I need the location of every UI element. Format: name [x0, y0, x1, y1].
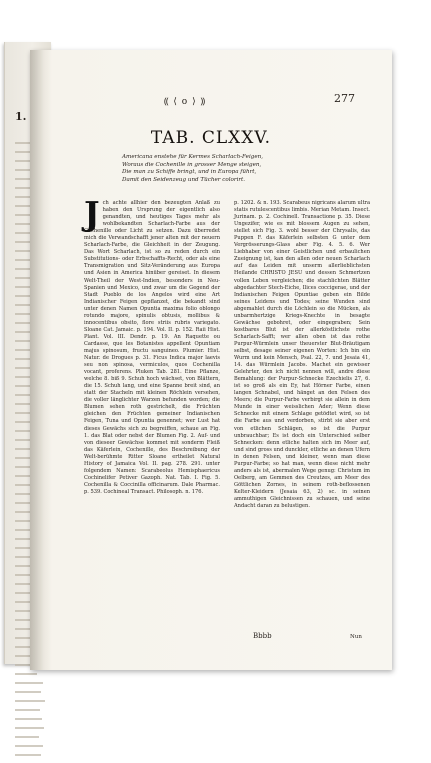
verse-caption	[122, 154, 340, 184]
left-text-column	[84, 194, 220, 496]
caption-line: Damit den Seidenzeug und Tücher colorirt.	[122, 176, 246, 183]
right-text-column	[234, 200, 370, 510]
header-ornament: ⸨ ⟨ o ⟩ ⸩	[164, 97, 207, 107]
catchword: Nun	[350, 634, 362, 640]
gutter-shadow	[30, 50, 44, 670]
caption-line: Woraus die Cochenille in grosser Menge steigen,	[122, 161, 262, 168]
drop-cap: J	[84, 194, 100, 233]
previous-page-mark: 1.	[15, 110, 27, 123]
left-column-text: ch achte allhier den bezeugten Anlaß zu haben den Ursprung der eigentlich also genandten, und heutiges Tages mehr als wohlbekandten Scharlach-Farbe aus der Cochenille oder Licht zu setzen. Dazu überredet mich die Verwandschafft jener alten mit der neuern Scharlach-Farbe, die Gleichheit in der Zeugung. Das Wort Scharlach, ist so zu reden durch ein Substitutions- oder Erbschaffts-Recht, oder als eine Transmigration und Sitz-Veränderung aus Europa und Asien in America hinüber gereiset. In diesem Welt-Theil der West-Indien, besonders in Neu-Spanien und Mexico, und zwar um die Gegend der Stadt Pueblo de los Angelos wird eine Art Indianischer Feigen gepflanzet, die bekandt sind unter denen Namen Opuntia maxima folio oblongo rotundo majore, spinulis obtusis, mollibus & innocentibus obsito, flore striis rubris variegato. Sloane Cat. Jamaic. p. 194. Vol. II. p. 152. Raii Hist. Plant. Vol. III. Dendr. p. 19. An Raquette ou Cardasse, que les Botanistes appellent Opuntiam majus spinosum, fructu sanguineo. Plumier. Hist. Natur. de Drogues p. 31. Ficus Indica major laevis seu non spinosa, vermiculos, quos Cochenilla vocant, proferens. Pluken Tab. 281. Eine Pflanze, welche 8. biß 9. Schuh hoch wächset, von Blättern, die 15. Schuh lang, und eine Spanne breit sind, an statt der Stacheln mit kleinen Röchlein versehen, die voller länglichter Warzen befunden worden; die Blumen sehen roth gestrichelt, die Früchten gleichen den Früchten gemeiner Indianischen Feigen, Tuna und Opuntia genennet; wer Lust hat dieses Gewächs sich zu begreiffen, schaue an Fig. 1. das Blat oder nebst der Blumen Fig. 2. Auf- und von dieseer Gewächse kommet mit sonderm Fleiß das Käferlein, Cochenille, des Beschreibung der Welt-berühmte Ritter Sloane ertheilet Natural History of Jamaica Vol. II. pag. 278. 291. unter folgendem Namen: Scarabeolus Hemisphaericus Cochinelifer Petiver Gazoph. Nat. Tab. I. Fig. 5. Cochenilla & Coccinilla officinarum. Dale Pharmac. p. 539. Cochineal Transact. Philosoph. n. 176.	[84, 200, 220, 495]
right-column-text: p. 1202. & n. 193. Scarabeus nigricans alarum ultra statis rutulescentibus limbis. Merian Metam. Insect. Jurinam. p. 2. Cochinell. Transactione p. 35. Diese Ungezifer, wie es mit blossem Augen zu sehen, stellet sich Fig. 3. wohl besser der Chrysalis, das Puppen F. das Käferlein selbsten G unter dem Vergrösserungs-Glass aber Fig. 4. 5. 6. Wer Liebhaber von einer Geistlichen und erbaulichen Zueignung ist, kan den allen oder neuen Scharlach auf das Leiden mit unserm allerlieblichsten Heilande CHRISTO JESU und dessen Schmertzen vollen Leben vergleichen; die stachlichten Blätter abgedachter Stech-Eiche, Ilices coccigerae, und der Indianischen Feigen Opuntiae geben ein Bilde seines Leidens und Todes; seine Wunden sind abgemahlet durch die Löchlein so die Mücken, als unbarmhertzige Kriegs-Knechte in besagte Gewächse gebohret, oder eingegraben; Sein kostbares Blut ist der allerköstlichste rothe Scharlach-Safft; wer allen oben ist das rothe Purpur-Würmlein unser theuerster Blut-Bräutigam selbst, desage seiner eigenen Worten: Ich bin ein Wurm und kein Mensch, Psal. 22, 7. und Jesaia 41, 14. das Würmlein Jacobs. Machet ein gewisser Gelehrter, den ich nicht nennen will, andre diese Bemahlung: der Purpur-Schnecke Ezechielis 27, 6. ist so groß als ein Ey, hat Hörner Farbe, einen langen Schnabel, und hänget an den Felsen des Meers; die Purpur-Farbe verbirgt sie allein in dem Munde in einer weisslichen Ader; Wenn diese Schnecke mit einem Schlage getödtet wird, so ist die Farbe aus und verdorben, stirbt sie aber erst von etlichen Schlägen, so ist die Purpur unbrauchbar; Es ist doch ein Unterschied selber Schnecken: denn etliche halten sich im Meer auf, und sind gross und dunckler, etliche an denen Ufern in denen Felsen, und kleiner, wenn man diese Purpur-Farbe; so hat man, wenn diese nicht mehr anders als ist, abermalen Wege genug: Christum im Oelberg, am Gemmen des Creutzes, am Meer des Göttlichen Zornes, in seinem roth-beflossenen Kelter-Kleidern (Jesaia 63, 2) sc. in seinen ammuthigen Gleichnissen zu schauen, und seine Andacht daran zu belustigen.	[234, 200, 370, 510]
caption-line: Americana enstehe für Kermes Scharlach-Feigen,	[122, 154, 264, 160]
caption-line: Die man zu Schiffe bringt, und in Europa führt,	[122, 169, 257, 176]
plate-title: TAB. CLXXV.	[150, 128, 272, 148]
book-page	[30, 50, 392, 670]
page-number: 277	[334, 92, 355, 105]
signature-mark: Bbbb	[253, 632, 272, 640]
